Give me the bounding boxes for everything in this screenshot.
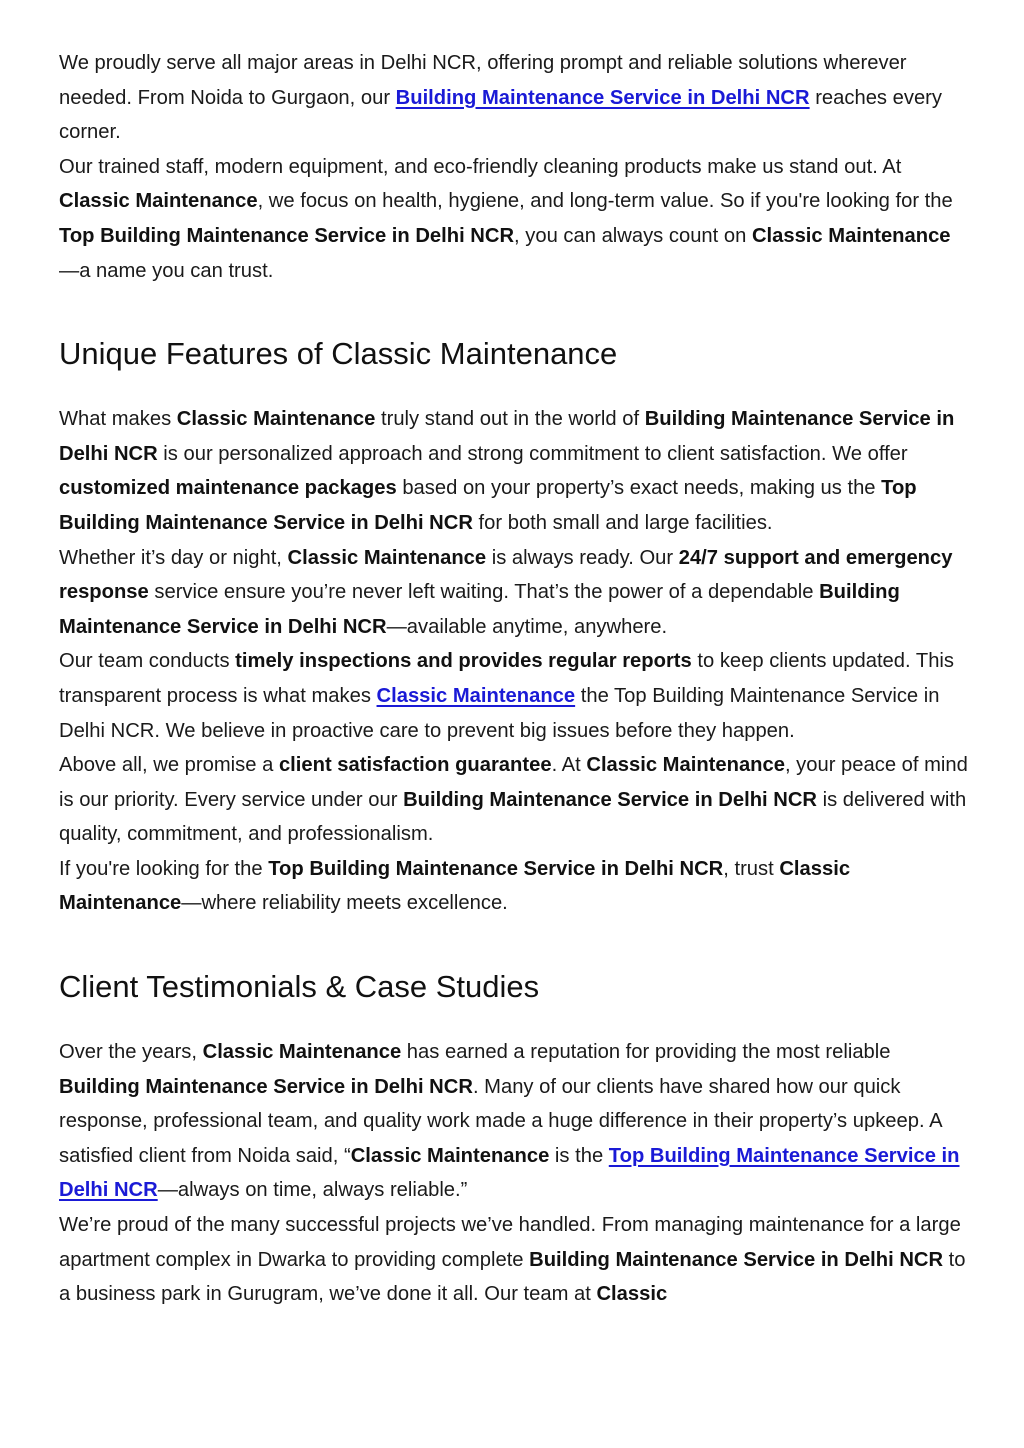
text-run: has earned a reputation for providing the most reliable (401, 1041, 891, 1064)
text-run: —always on time, always reliable.” (157, 1179, 468, 1202)
bold-text: Classic Maintenance (751, 224, 951, 247)
text-run: . Many of our clients have shared how our quick response, professional team, and quality work made a huge difference in their property’s upkeep. A satisfied client from Noida said, “ (59, 1075, 942, 1167)
bold-text: Classic Maintenance (176, 408, 376, 431)
bold-text: Classic Maintenance (287, 546, 487, 569)
text-run: for both small and large facilities. (472, 511, 773, 534)
bold-text: Classic Maintenance (59, 190, 258, 213)
text-run: —where reliability meets excellence. (181, 892, 508, 915)
bold-text: Building Maintenance Service in Delhi NCR (59, 581, 900, 638)
text-run: , your peace of mind is our priority. Every service under our (59, 754, 968, 811)
features-paragraph-1 (59, 402, 968, 540)
text-run: truly stand out in the world of (375, 408, 645, 431)
text-run: Over the years, (59, 1041, 203, 1064)
top-building-maintenance-link[interactable]: Top Building Maintenance Service in Delhi NCR (59, 1144, 960, 1202)
bold-text: Classic Maintenance (350, 1144, 550, 1167)
bold-text: timely inspections and provides regular reports (235, 650, 692, 673)
bold-text: Classic Maintenance (59, 857, 851, 915)
features-paragraph-4 (59, 748, 968, 852)
text-run: What makes (59, 408, 177, 431)
building-maintenance-link[interactable]: Building Maintenance Service in Delhi NCR (395, 86, 810, 109)
bold-text: Top Building Maintenance Service in Delhi NCR (59, 477, 917, 534)
text-run: If you're looking for the (59, 857, 269, 880)
text-run: . At (551, 754, 587, 777)
bold-text: Classic Maintenance (202, 1041, 402, 1064)
bold-text: Building Maintenance Service in Delhi NCR (403, 788, 817, 811)
bold-text: Classic (596, 1283, 668, 1306)
intro-paragraph-1 (59, 46, 968, 150)
text-run: , trust (723, 857, 780, 880)
text-run: —a name you can trust. (59, 259, 274, 282)
testimonials-heading: Client Testimonials & Case Studies (59, 969, 540, 1005)
bold-text: Classic Maintenance (586, 754, 785, 777)
text-run: to a business park in Gurugram, we’ve done it all. Our team at (59, 1248, 966, 1306)
bold-text: client satisfaction guarantee (278, 754, 552, 777)
bold-text: Building Maintenance Service in Delhi NCR (529, 1248, 944, 1271)
bold-text: Top Building Maintenance Service in Delhi NCR (268, 857, 724, 880)
bold-text: Building Maintenance Service in Delhi NCR (59, 408, 955, 465)
bold-text: customized maintenance packages (59, 477, 397, 500)
text-run: is always ready. Our (486, 546, 679, 569)
text-run: reaches every corner. (59, 86, 942, 144)
text-run: based on your property’s exact needs, making us the (396, 477, 882, 500)
intro-paragraph-2 (59, 150, 968, 288)
text-run: , you can always count on (514, 224, 752, 247)
text-run: , we focus on health, hygiene, and long-term value. So if you're looking for the (257, 190, 953, 213)
features-heading: Unique Features of Classic Maintenance (59, 336, 618, 372)
text-run: Whether it’s day or night, (59, 546, 288, 569)
bold-text: Building Maintenance Service in Delhi NCR (59, 1075, 473, 1098)
bold-text: 24/7 support and emergency response (59, 546, 953, 604)
text-run: Above all, we promise a (59, 754, 279, 777)
features-paragraph-5 (59, 852, 968, 921)
text-run: —available anytime, anywhere. (386, 615, 668, 638)
text-run: We proudly serve all major areas in Delhi NCR, offering prompt and reliable solutions wherever needed. From Noida to Gurgaon, our (59, 52, 907, 109)
text-run: the Top Building Maintenance Service in Delhi NCR. We believe in proactive care to prevent big issues before they happen. (59, 684, 940, 742)
bold-text: Top Building Maintenance Service in Delhi NCR (59, 224, 515, 247)
text-run: is the (549, 1144, 609, 1167)
features-paragraph-2 (59, 541, 968, 645)
text-run: is our personalized approach and strong commitment to client satisfaction. We offer (157, 442, 908, 465)
testimonials-paragraph-1 (59, 1035, 968, 1208)
features-paragraph-3 (59, 644, 968, 748)
testimonials-paragraph-2 (59, 1208, 968, 1312)
text-run: to keep clients updated. This transparent process is what makes (59, 650, 954, 707)
text-run: We’re proud of the many successful projects we’ve handled. From managing maintenance for a large apartment complex in Dwarka to providing complete (59, 1214, 961, 1271)
text-run: service ensure you’re never left waiting. That’s the power of a dependable (148, 581, 820, 604)
text-run: is delivered with quality, commitment, and professionalism. (59, 788, 967, 846)
text-run: Our team conducts (59, 650, 236, 673)
text-run: Our trained staff, modern equipment, and eco-friendly cleaning products make us stand out. At (59, 155, 902, 178)
classic-maintenance-link[interactable]: Classic Maintenance (376, 684, 576, 707)
